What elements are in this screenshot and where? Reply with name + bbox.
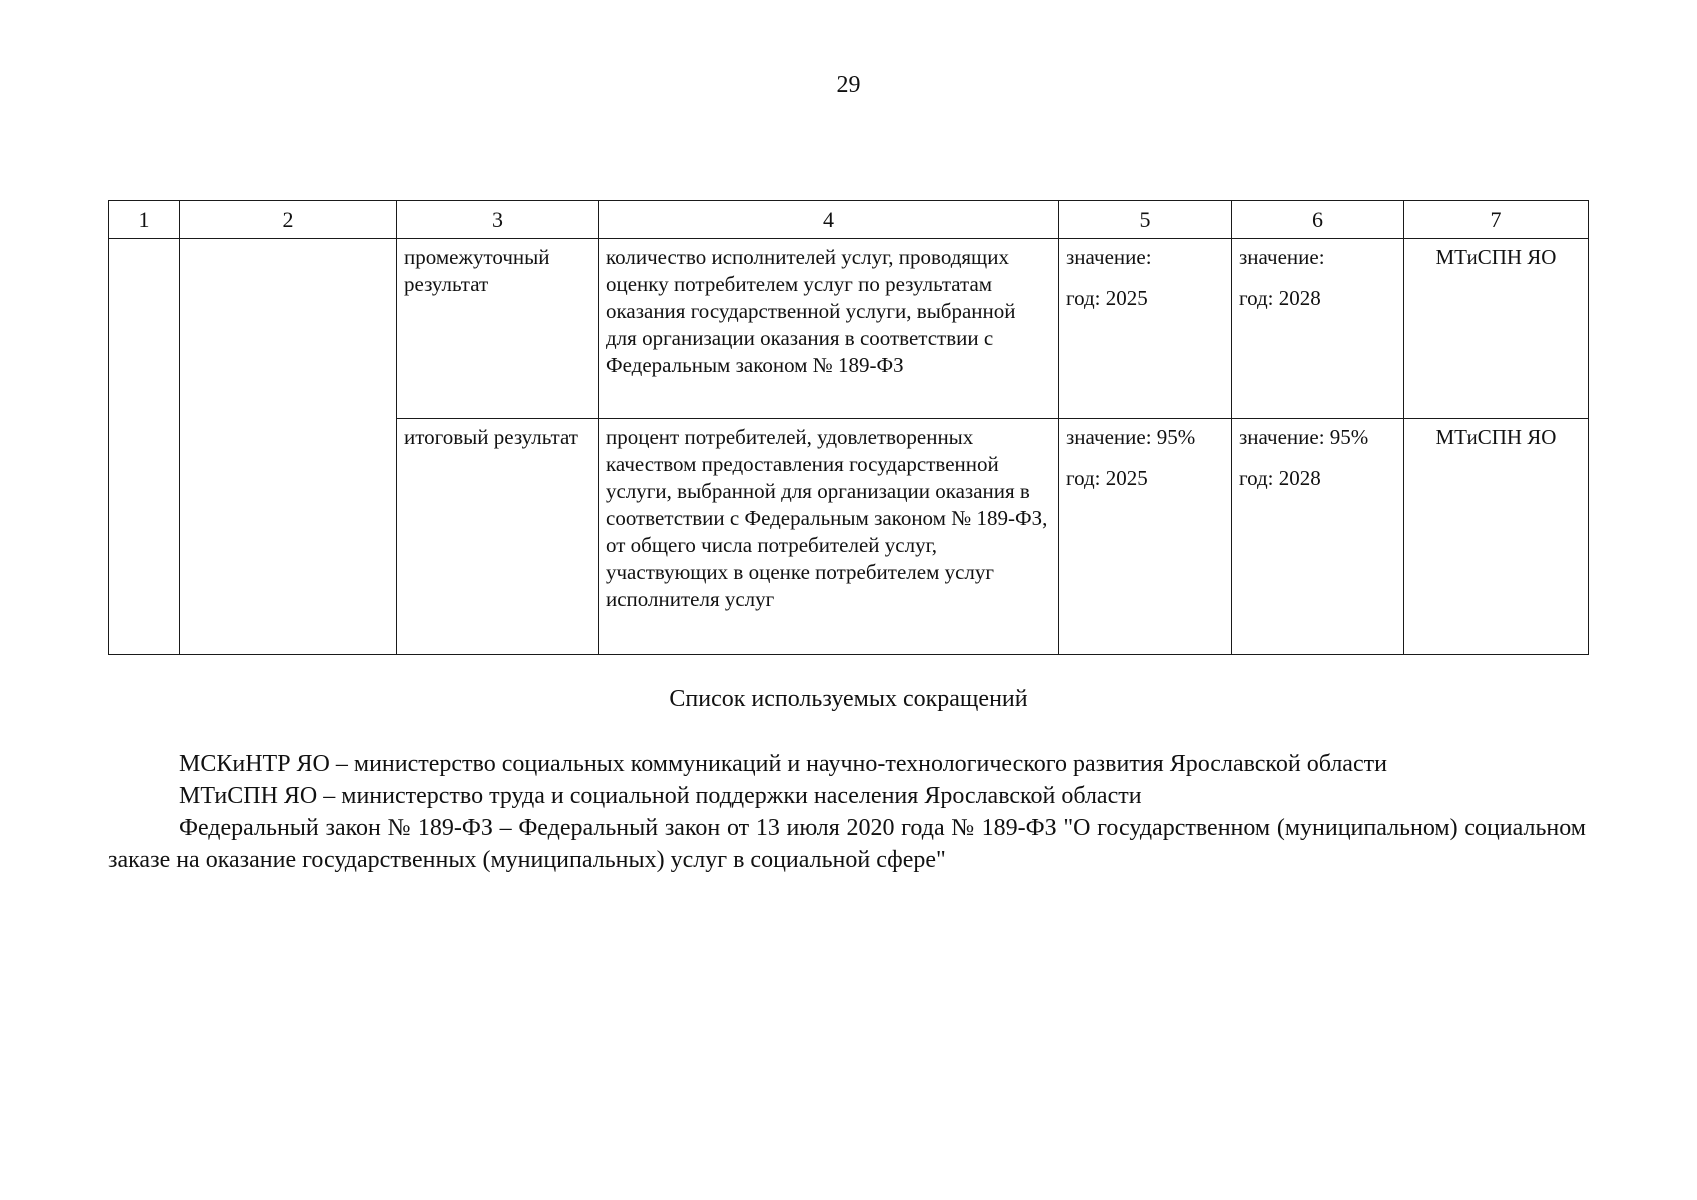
results-table xyxy=(108,200,1589,655)
abbreviations-title: Список используемых сокращений xyxy=(669,686,1028,712)
column-header: 7 xyxy=(1404,201,1589,239)
column-header: 6 xyxy=(1232,201,1404,239)
abbreviation-item: МСКиНТР ЯО – министерство социальных коммуникаций и научно-технологического развития Ярославской области xyxy=(179,751,1387,777)
base-year: год: 2025 xyxy=(1066,466,1148,490)
target-value-cell xyxy=(1232,239,1404,419)
target-year: год: 2028 xyxy=(1239,286,1321,310)
indicator-description-cell: процент потребителей, удовлетворенных качеством предоставления государственной услуги, выбранной для организации оказания в соответствии с Федеральным законом № 189-ФЗ, от общего числа потребителей услуг, участвующих в оценке потребителем услуг исполнителя услуг xyxy=(599,419,1059,655)
column-header: 3 xyxy=(397,201,599,239)
column-header: 2 xyxy=(180,201,397,239)
target-year: год: 2028 xyxy=(1239,466,1321,490)
abbreviation-item: Федеральный закон № 189-ФЗ – Федеральный закон от 13 июля 2020 года № 189-ФЗ "О государственном (муниципальном) социальном заказе на оказание государственных (муниципальных) услуг в социальной сфере" xyxy=(108,815,1586,873)
base-value: значение: xyxy=(1066,245,1152,269)
target-value: значение: xyxy=(1239,245,1325,269)
column-header: 5 xyxy=(1059,201,1232,239)
responsible-cell: МТиСПН ЯО xyxy=(1404,239,1589,419)
result-type-cell: итоговый результат xyxy=(397,419,599,655)
table-cell-empty xyxy=(109,239,180,655)
column-header: 1 xyxy=(109,201,180,239)
column-header: 4 xyxy=(599,201,1059,239)
indicator-description-cell: количество исполнителей услуг, проводящих оценку потребителем услуг по результатам оказания государственной услуги, выбранной для организации оказания в соответствии с Федеральным законом № 189-ФЗ xyxy=(599,239,1059,419)
result-type-cell: промежуточный результат xyxy=(397,239,599,419)
page-number: 29 xyxy=(836,72,861,98)
table-row xyxy=(109,239,1589,419)
base-value-cell xyxy=(1059,239,1232,419)
responsible-cell: МТиСПН ЯО xyxy=(1404,419,1589,655)
table-cell-empty xyxy=(180,239,397,655)
base-value: значение: 95% xyxy=(1066,425,1196,449)
base-year: год: 2025 xyxy=(1066,286,1148,310)
base-value-cell xyxy=(1059,419,1232,655)
target-value-cell xyxy=(1232,419,1404,655)
abbreviations-list xyxy=(108,748,1586,876)
target-value: значение: 95% xyxy=(1239,425,1369,449)
abbreviation-item: МТиСПН ЯО – министерство труда и социальной поддержки населения Ярославской области xyxy=(179,783,1142,809)
table-header-row xyxy=(109,201,1589,239)
